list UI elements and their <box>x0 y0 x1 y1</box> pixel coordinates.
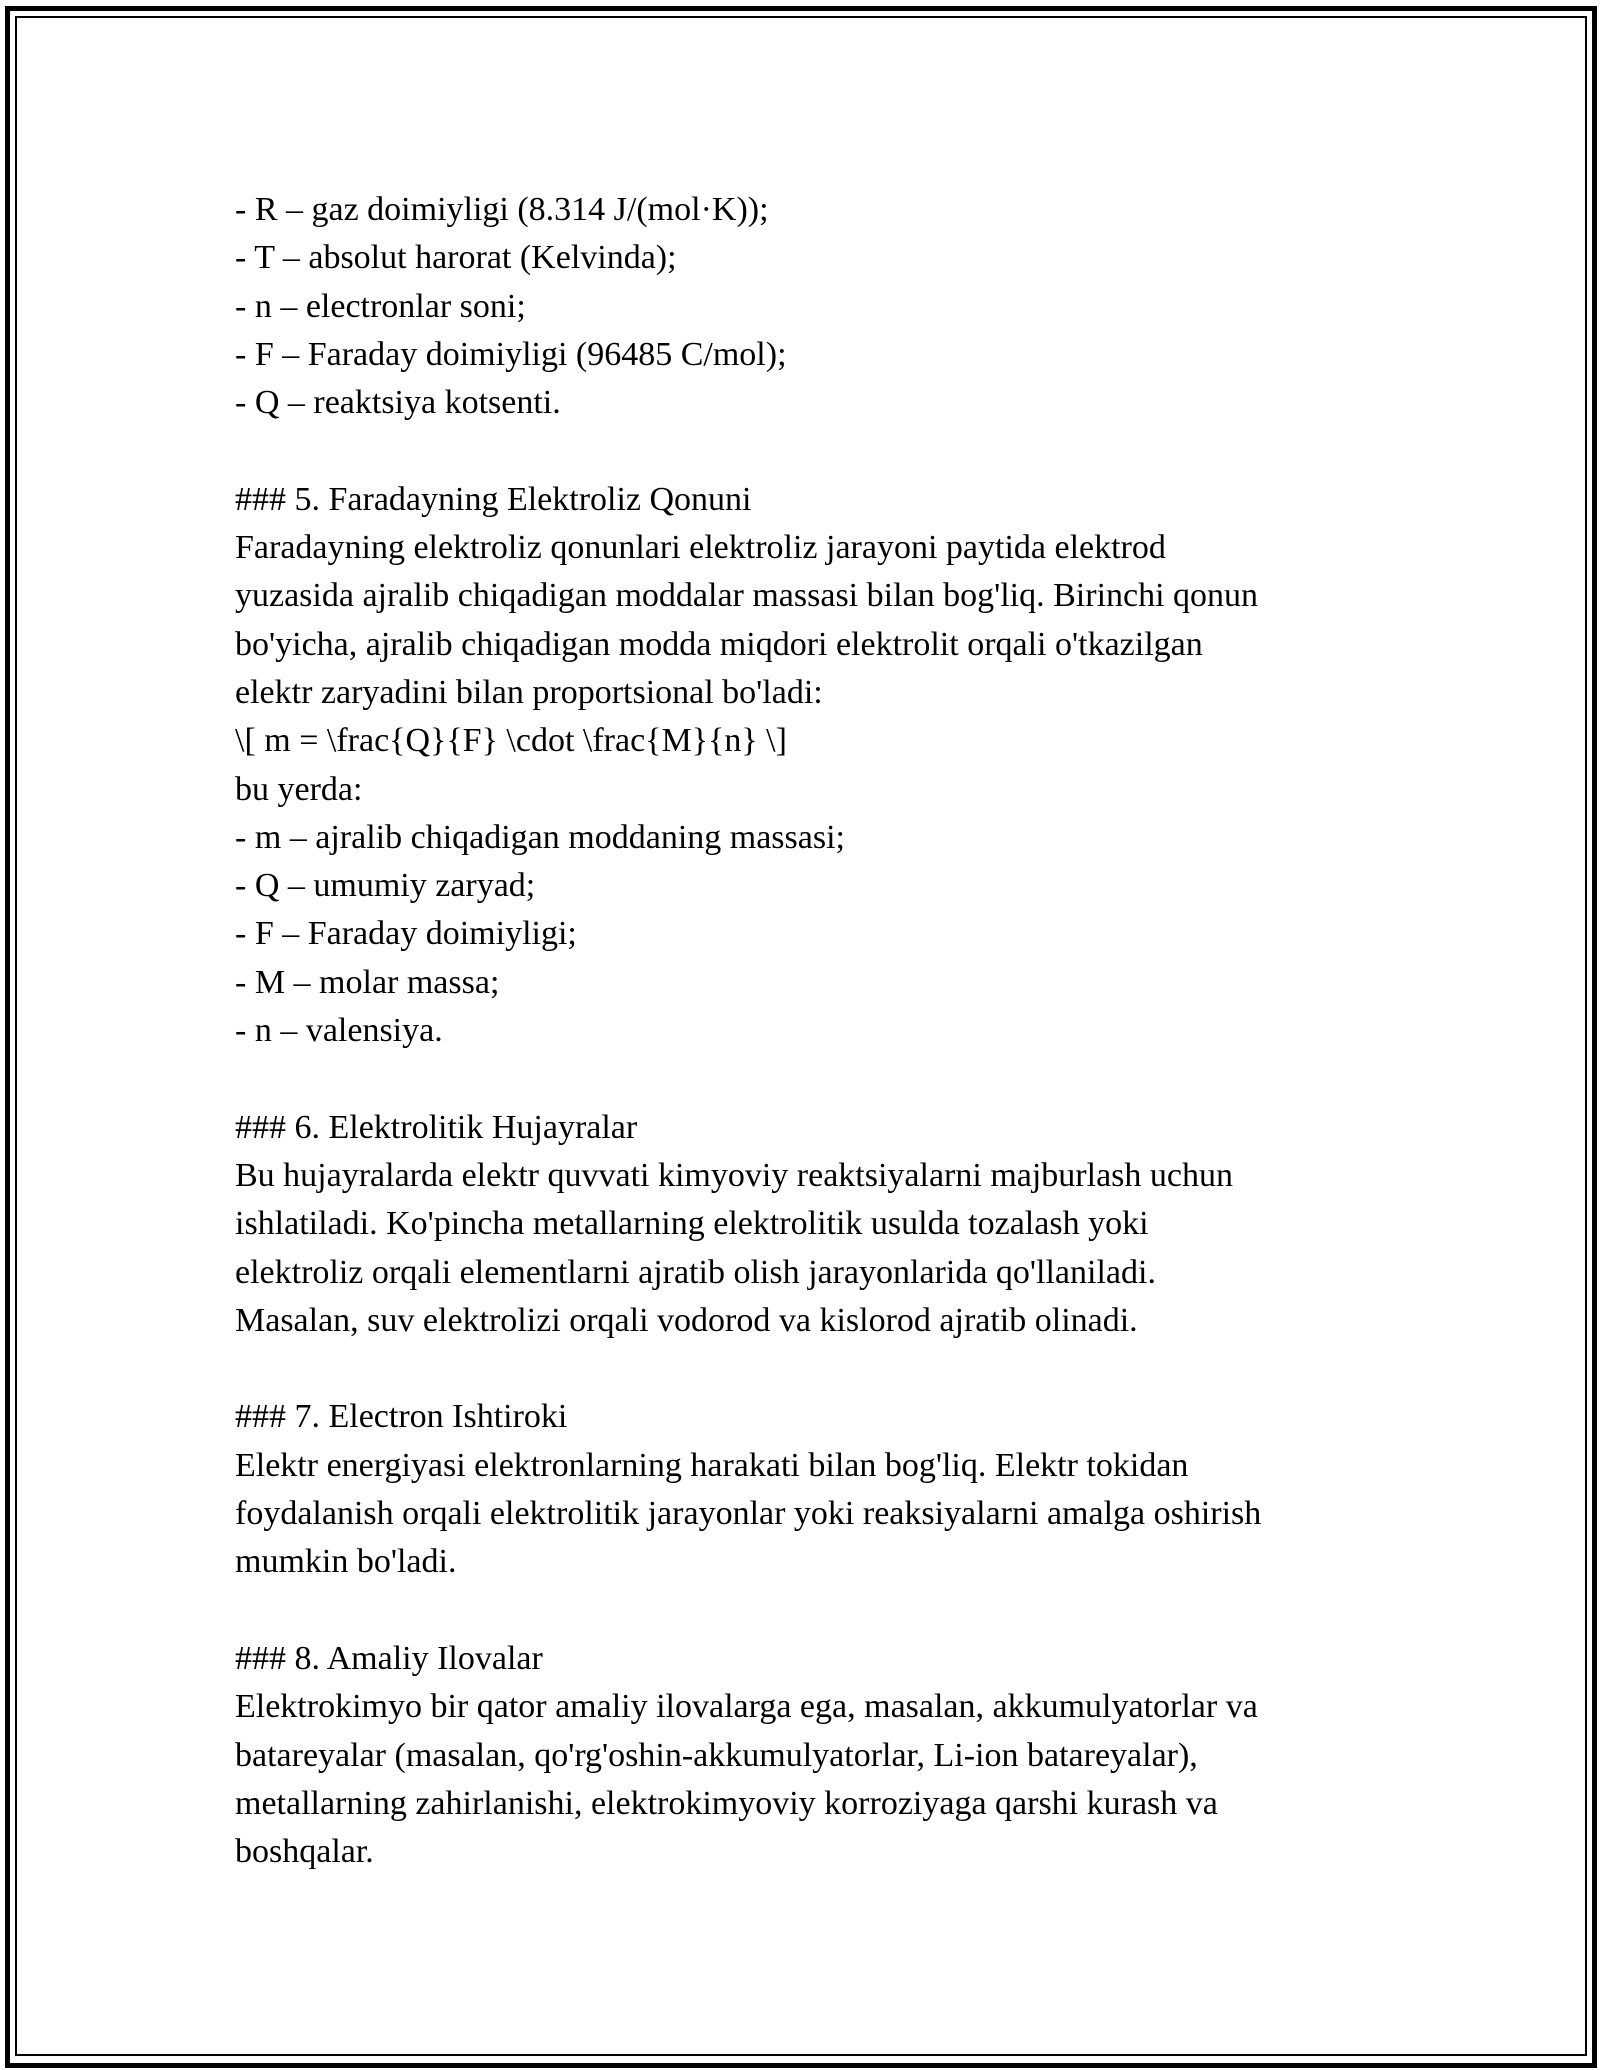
text-line: yuzasida ajralib chiqadigan moddalar massasi bilan bog'liq. Birinchi qonun <box>235 577 1259 615</box>
text-line: Elektrokimyo bir qator amaliy ilovalarga ega, masalan, akkumulyatorlar va <box>235 1688 1258 1726</box>
list-item: - m – ajralib chiqadigan moddaning massasi; <box>235 818 845 856</box>
list-item: - M – molar massa; <box>235 963 500 1001</box>
text-line: elektr zaryadini bilan proportsional bo'ladi: <box>235 673 823 711</box>
text-line: \[ m = \frac{Q}{F} \cdot \frac{M}{n} \] <box>235 722 787 760</box>
text-line: Masalan, suv elektrolizi orqali vodorod va kislorod ajratib olinadi. <box>235 1301 1138 1339</box>
blank-line <box>235 1055 1375 1103</box>
list-item: - Q – reaktsiya kotsenti. <box>235 384 561 422</box>
section-heading: ### 8. Amaliy Ilovalar <box>235 1639 543 1677</box>
text-line: bo'yicha, ajralib chiqadigan modda miqdori elektrolit orqali o'tkazilgan <box>235 625 1203 663</box>
text-line: Elektr energiyasi elektronlarning harakati bilan bog'liq. Elektr tokidan <box>235 1446 1189 1484</box>
text-line: metallarning zahirlanishi, elektrokimyoviy korroziyaga qarshi kurash va <box>235 1784 1218 1822</box>
text-line: ishlatiladi. Ko'pincha metallarning elektrolitik usulda tozalash yoki <box>235 1205 1149 1243</box>
blank-line <box>235 1345 1375 1393</box>
section-heading: ### 6. Elektrolitik Hujayralar <box>235 1108 638 1146</box>
text-line: boshqalar. <box>235 1833 374 1871</box>
text-line: mumkin bo'ladi. <box>235 1543 457 1581</box>
text-line: foydalanish orqali elektrolitik jarayonlar yoki reaksiyalarni amalga oshirish <box>235 1495 1262 1533</box>
section-heading: ### 5. Faradayning Elektroliz Qonuni <box>235 480 752 518</box>
blank-line <box>235 1587 1375 1635</box>
document-body <box>235 186 1375 1876</box>
text-line: Bu hujayralarda elektr quvvati kimyoviy reaktsiyalarni majburlash uchun <box>235 1156 1233 1194</box>
section-heading: ### 7. Electron Ishtiroki <box>235 1398 568 1436</box>
list-item: - T – absolut harorat (Kelvinda); <box>235 239 677 277</box>
list-item: - F – Faraday doimiyligi; <box>235 915 577 953</box>
list-item: - Q – umumiy zaryad; <box>235 867 536 905</box>
text-line: Faradayning elektroliz qonunlari elektroliz jarayoni paytida elektrod <box>235 529 1166 567</box>
blank-line <box>235 427 1375 475</box>
text-line: elektroliz orqali elementlarni ajratib olish jarayonlarida qo'llaniladi. <box>235 1253 1156 1291</box>
list-item: - R – gaz doimiyligi (8.314 J/(mol·K)); <box>235 191 769 228</box>
text-line: batareyalar (masalan, qo'rg'oshin-akkumulyatorlar, Li-ion batareyalar), <box>235 1736 1198 1774</box>
list-item: - n – electronlar soni; <box>235 287 526 325</box>
list-item: - F – Faraday doimiyligi (96485 C/mol); <box>235 335 787 373</box>
list-item: - n – valensiya. <box>235 1012 443 1050</box>
text-line: bu yerda: <box>235 770 363 808</box>
